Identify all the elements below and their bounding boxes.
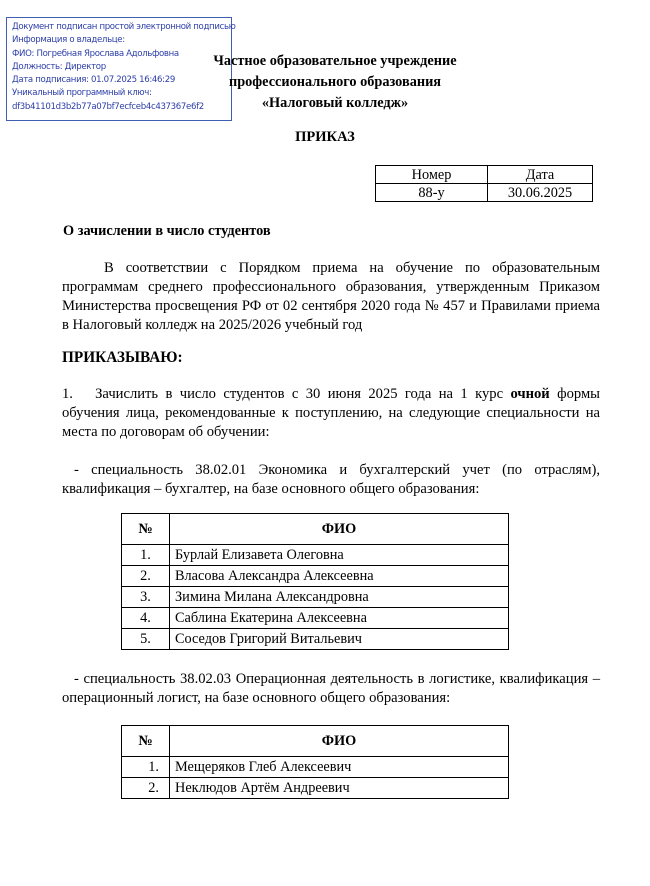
stamp-key: df3b41101d3b2b77a07bf7ecfceb4c437367e6f2 [12,101,204,112]
org-line-3: «Налоговый колледж» [261,95,409,111]
preamble-text: В соответствии с Порядком приема на обучение по образовательным программам среднего профессионального образования, утвержденным Приказом Министерства просвещения РФ от 02 сентября 2020 года № 457 и Правилами приема в Налоговый колледж на 2025/2026 учебный год [62,260,600,333]
table-row [122,757,509,778]
student-name: Зимина Милана Александровна [170,587,509,608]
column-header-name: ФИО [170,726,509,757]
row-number: 2. [122,778,170,799]
row-number: 4. [122,608,170,629]
row-number: 1. [122,757,170,778]
row-number: 3. [122,587,170,608]
column-header-name: ФИО [170,514,509,545]
student-name: Неклюдов Артём Андреевич [170,778,509,799]
stamp-line: Документ подписан простой электронной подписью [12,22,236,32]
order-number: 88-у [376,184,488,202]
student-name: Мещеряков Глеб Алексеевич [170,757,509,778]
org-line-2: профессионального образования [228,74,442,90]
student-name: Власова Александра Алексеевна [170,566,509,587]
document-title: ПРИКАЗ [295,129,355,145]
specialty-1-paragraph: - специальность 38.02.01 Экономика и бухгалтерский учет (по отраслям), квалификация – бухгалтер, на базе основного общего образования: [62,462,600,497]
table-row [122,545,509,566]
number-label: Номер [376,166,488,184]
table-row [122,629,509,650]
stamp-sign-date: Дата подписания: 01.07.2025 16:46:29 [12,75,175,86]
org-line-1: Частное образовательное учреждение [213,53,457,69]
order-number-date-table [375,165,593,202]
table-row [122,778,509,799]
row-number: 2. [122,566,170,587]
order-subject: О зачислении в число студентов [63,223,271,239]
student-name: Соседов Григорий Витальевич [170,629,509,650]
item-1-text-end: формы обучения лица, рекомендованные к поступлению, на следующие специальности на места по договорам об обучении: [62,386,600,440]
table-row [122,587,509,608]
student-name: Бурлай Елизавета Олеговна [170,545,509,566]
order-word: ПРИКАЗЫВАЮ: [62,349,183,366]
stamp-owner-position: Должность: Директор [12,61,106,72]
item-1-paragraph [62,385,600,442]
study-form-bold: очной [510,386,550,402]
stamp-owner-name: ФИО: Погребная Ярослава Адольфовна [12,48,179,59]
student-name: Саблина Екатерина Алексеевна [170,608,509,629]
column-header-number: № [122,726,170,757]
order-date: 30.06.2025 [488,184,593,202]
column-header-number: № [122,514,170,545]
row-number: 1. [122,545,170,566]
preamble-paragraph [62,259,600,335]
students-table-1 [121,513,509,650]
organization-header [180,51,490,114]
date-label: Дата [488,166,593,184]
stamp-line: Уникальный программный ключ: [12,88,152,99]
specialty-2-paragraph: - специальность 38.02.03 Операционная деятельность в логистике, квалификация – операционный логист, на базе основного общего образования: [62,671,600,706]
table-row [122,608,509,629]
item-1-text-start: 1. Зачислить в число студентов с 30 июня 2025 года на 1 курс [62,386,511,402]
table-row [122,566,509,587]
students-table-2 [121,725,509,799]
row-number: 5. [122,629,170,650]
stamp-line: Информация о владельце: [12,35,125,46]
